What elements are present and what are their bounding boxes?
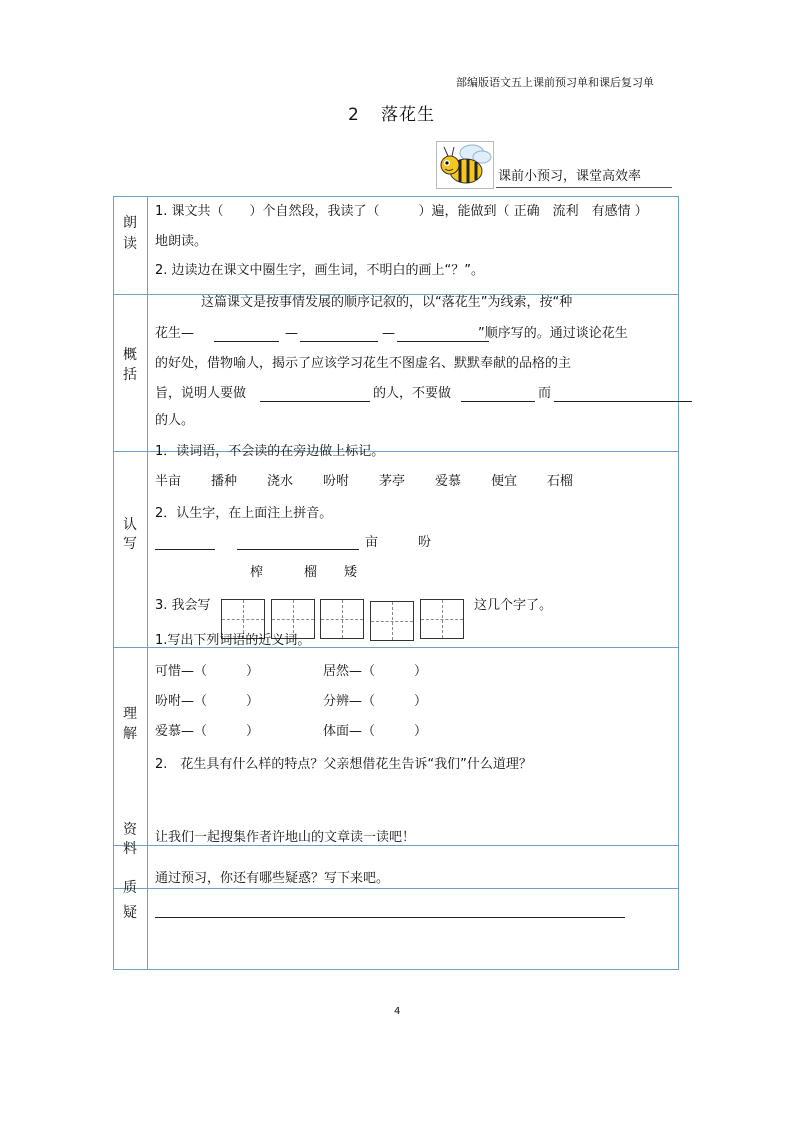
task-line: 2. 花生具有什么样的特点？父亲想借花生告诉“我们”什么道理？ (155, 757, 532, 772)
reading-line: 地朗读。 (155, 234, 208, 249)
summary-dash: — (285, 326, 298, 341)
category-label: 资 (123, 822, 137, 838)
vocab-word: 便宜 (491, 474, 518, 489)
category-label: 料 (123, 841, 137, 857)
category-label: 写 (123, 536, 137, 552)
category-label: 理 (123, 706, 137, 722)
category-label: 括 (123, 367, 137, 383)
summary-line: 的人，不要做 (373, 386, 452, 401)
new-char: 榴 (304, 565, 318, 580)
task-line: 3. 我会写 (155, 598, 211, 613)
vocab-word: 石榴 (547, 474, 574, 489)
summary-line: 而 (538, 386, 552, 401)
vocab-word: 播种 (211, 474, 238, 489)
page-header: 部编版语文五上课前预习单和课后复习单 (456, 76, 654, 89)
bee-icon (436, 141, 494, 189)
summary-line: 的好处，借物喻人，揭示了应该学习花生不图虚名、默默奉献的品格的主 (155, 356, 572, 371)
category-label: 概 (123, 347, 137, 363)
page-number: 4 (394, 1006, 401, 1017)
summary-dash: — (382, 326, 395, 341)
category-divider (147, 196, 148, 970)
new-char: 亩 (365, 535, 379, 550)
answer-blank[interactable] (214, 341, 279, 342)
answer-blank[interactable] (554, 401, 692, 402)
synonym-item: 分辨—（ ） (323, 694, 428, 709)
summary-line: 这篇课文是按事情发展的顺序记叙的，以“落花生”为线索，按“种 (201, 295, 573, 310)
new-char: 吩 (418, 535, 432, 550)
new-char: 榨 (250, 565, 264, 580)
pinyin-blank[interactable] (237, 549, 359, 550)
worksheet-table (113, 196, 679, 970)
banner-text: 课前小预习，课堂高效率 (498, 169, 642, 184)
vocab-word: 爱慕 (435, 474, 462, 489)
synonym-item: 体面—（ ） (323, 724, 428, 739)
synonym-item: 居然—（ ） (323, 664, 428, 679)
writing-grid[interactable] (420, 599, 464, 639)
category-label: 读 (123, 236, 137, 252)
new-char: 矮 (344, 565, 358, 580)
synonym-item: 爱慕—（ ） (155, 724, 260, 739)
category-label: 朗 (123, 215, 137, 231)
reading-line: 2. 边读边在课文中圈生字，画生词，不明白的画上“？”。 (155, 263, 485, 278)
vocab-word: 半亩 (155, 474, 182, 489)
answer-blank[interactable] (461, 401, 535, 402)
task-line: 1．读词语，不会读的在旁边做上标记。 (155, 444, 385, 459)
row-divider (113, 888, 679, 889)
summary-line: 的人。 (155, 413, 195, 428)
vocab-word: 吩咐 (323, 474, 350, 489)
task-line: 让我们一起搜集作者许地山的文章读一读吧！ (155, 830, 416, 845)
answer-blank[interactable] (397, 341, 489, 342)
summary-line: ”顺序写的。通过谈论花生 (478, 326, 628, 341)
answer-blank[interactable] (260, 401, 370, 402)
answer-blank[interactable] (155, 917, 625, 918)
synonym-item: 吩咐—（ ） (155, 694, 260, 709)
answer-blank[interactable] (300, 341, 378, 342)
task-line: 通过预习，你还有哪些疑惑？写下来吧。 (155, 871, 390, 886)
category-label: 认 (123, 517, 137, 533)
lesson-number: 2 (348, 105, 360, 125)
banner-underline (496, 187, 672, 188)
summary-line: 旨，说明人要做 (155, 386, 247, 401)
task-line: 2．认生字，在上面注上拼音。 (155, 506, 333, 521)
reading-line: 1. 课文共（ ）个自然段，我读了（ ）遍，能做到（ 正确 流利 有感情 ） (155, 204, 648, 219)
lesson-title: 落花生 (381, 105, 435, 125)
task-line: 1.写出下列词语的近义词。 (155, 633, 311, 648)
task-line: 这几个字了。 (474, 598, 553, 613)
vocab-word: 浇水 (267, 474, 294, 489)
writing-grid[interactable] (320, 599, 364, 639)
pinyin-blank[interactable] (155, 549, 215, 550)
summary-line: 花生— (155, 326, 195, 341)
vocab-word: 茅亭 (379, 474, 406, 489)
category-label: 疑 (123, 905, 137, 921)
category-label: 解 (123, 726, 137, 742)
category-label: 质 (123, 880, 137, 896)
synonym-item: 可惜—（ ） (155, 664, 260, 679)
writing-grid[interactable] (370, 601, 414, 641)
